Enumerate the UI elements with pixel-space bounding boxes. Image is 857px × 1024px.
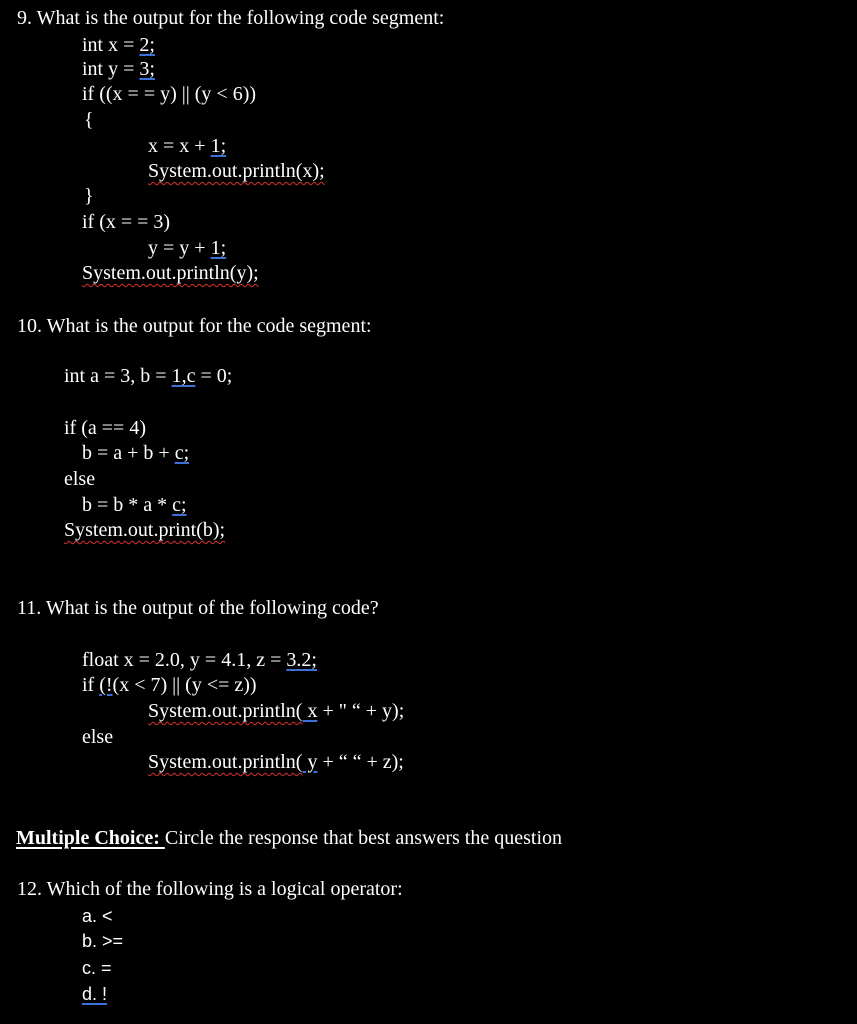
code-text: + " “ + y); — [317, 700, 405, 722]
code-text: 1; — [210, 237, 227, 259]
code-line: else — [82, 726, 114, 748]
code-text: int a = 3, b = — [64, 365, 172, 387]
code-text: = 0; — [195, 365, 233, 387]
code-line — [82, 673, 257, 697]
code-line — [82, 57, 155, 81]
code-line — [82, 33, 155, 57]
code-text: System.out.println( — [148, 751, 303, 773]
code-text: y = y + — [148, 237, 211, 259]
question-9-title: 9. What is the output for the following code segment: — [17, 7, 445, 29]
code-line — [148, 236, 226, 260]
code-line: { — [84, 109, 94, 131]
section-heading: Multiple Choice: — [16, 827, 165, 849]
code-line: if (a == 4) — [64, 417, 146, 439]
code-text: 2; — [139, 34, 155, 56]
code-text: b = b * a * — [82, 494, 173, 516]
choice-c: c. = — [82, 958, 112, 978]
code-text: (! — [99, 674, 113, 696]
question-11-title: 11. What is the output of the following code? — [17, 597, 379, 619]
code-text: float x = 2.0, y = 4.1, z = — [82, 649, 287, 671]
code-text: x = x + — [148, 135, 211, 157]
code-text: c; — [174, 442, 190, 464]
multiple-choice-heading — [16, 826, 562, 850]
choice-b: b. >= — [82, 931, 124, 951]
code-line — [82, 648, 317, 672]
code-line — [64, 364, 232, 388]
code-line: if ((x = = y) || (y < 6)) — [82, 83, 257, 105]
code-line: } — [84, 185, 94, 207]
code-line: System.out.println(y); — [82, 262, 259, 284]
code-text: 1; — [210, 135, 227, 157]
code-text: System.out.println( — [148, 700, 303, 722]
choice-a: a. < — [82, 906, 113, 926]
code-line: if (x = = 3) — [82, 211, 171, 233]
code-text: (x < 7) || (y <= z)) — [112, 674, 257, 696]
question-10-title: 10. What is the output for the code segment: — [17, 315, 372, 337]
code-text: y — [302, 751, 318, 773]
code-text: x — [302, 700, 318, 722]
question-12-title: 12. Which of the following is a logical operator: — [17, 878, 403, 900]
code-text: int x = — [82, 34, 140, 56]
code-text: b = a + b + — [82, 442, 175, 464]
code-text: c; — [172, 494, 187, 516]
choice-d: d. ! — [82, 984, 108, 1004]
code-line: System.out.println(x); — [148, 160, 325, 182]
code-text: int y = — [82, 58, 140, 80]
code-line — [148, 750, 404, 774]
code-line: System.out.print(b); — [64, 519, 226, 541]
code-line — [148, 699, 404, 723]
code-line: else — [64, 468, 96, 490]
code-text: 3; — [139, 58, 155, 80]
section-instruction: Circle the response that best answers the question — [164, 827, 562, 849]
code-text: 3.2; — [286, 649, 317, 671]
code-text: 1,c — [171, 365, 196, 387]
code-line — [82, 441, 189, 465]
code-text: + “ “ + z); — [317, 751, 404, 773]
code-text: if — [82, 674, 100, 696]
code-line — [82, 493, 187, 517]
code-line — [148, 134, 226, 158]
